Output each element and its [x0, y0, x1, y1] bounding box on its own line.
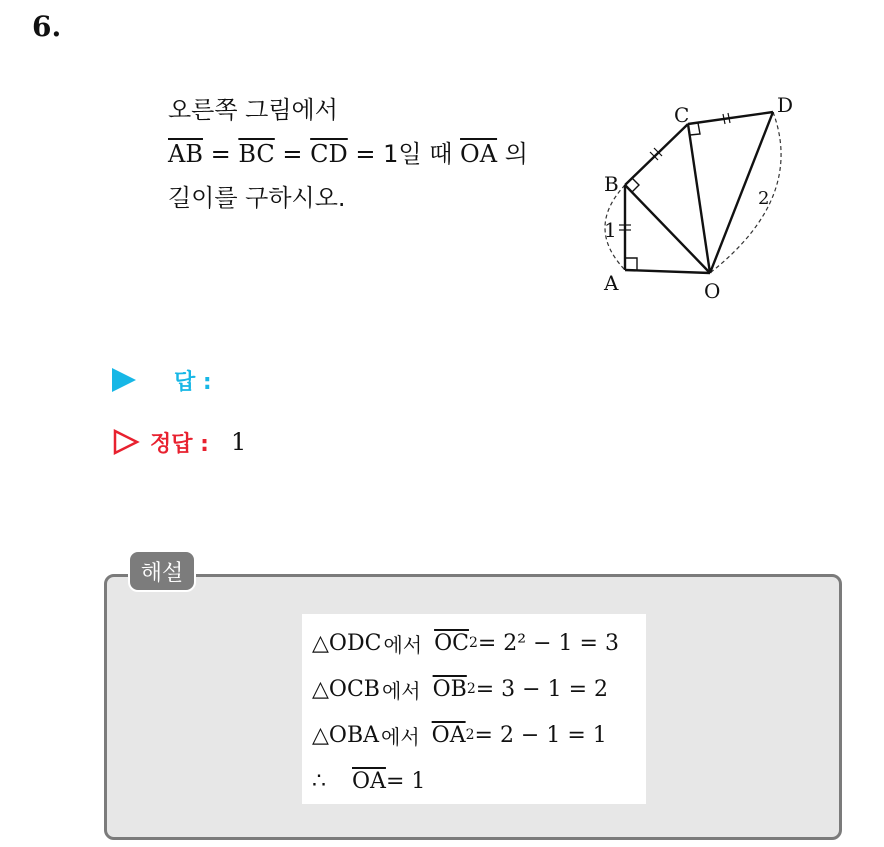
- solution-rhs: = 3 − 1 = 2: [475, 676, 608, 702]
- solution-exponent: 2: [468, 635, 478, 651]
- right-angle-c: [690, 123, 700, 135]
- play-arrow-icon: [112, 368, 136, 392]
- label-length-1: 1: [604, 218, 617, 242]
- question-line-2: [168, 132, 528, 176]
- label-a: A: [604, 271, 619, 295]
- segment-cd-line: [688, 112, 773, 124]
- solution-line: [312, 666, 638, 712]
- solution-segment: $\overline{OA}$: [431, 722, 466, 748]
- label-length-2: 2: [758, 188, 770, 209]
- eq-4: 의: [497, 140, 528, 168]
- geometry-figure: [590, 88, 810, 308]
- question-line-1: 오른쪽 그림에서: [168, 96, 338, 124]
- triangle-name: △OBA: [312, 722, 380, 748]
- right-angle-a: [625, 258, 637, 270]
- correct-answer-row: [112, 426, 246, 458]
- question-text: [168, 88, 528, 220]
- solution-exponent: 2: [466, 681, 476, 697]
- question-number: 6.: [32, 10, 62, 43]
- segment-oa: $\overline{OA}$: [460, 140, 498, 168]
- solution-rhs: = 2 − 1 = 1: [474, 722, 607, 748]
- segment-bc-line: [625, 124, 688, 185]
- correct-answer-value: 1: [230, 428, 247, 456]
- therefore-symbol: ∴: [312, 768, 326, 794]
- label-d: D: [777, 93, 794, 117]
- solution-korean: 에서: [383, 632, 423, 657]
- label-b: B: [604, 172, 619, 196]
- solution-line: [312, 712, 638, 758]
- question-line-3: 길이를 구하시오.: [168, 184, 346, 212]
- segment-bo-line: [625, 185, 710, 273]
- triangle-name: △OCB: [312, 676, 380, 702]
- eq-2: =: [274, 140, 311, 168]
- segment-co-line: [688, 124, 710, 273]
- solution-line: [312, 620, 638, 666]
- solution-rhs: = 1: [385, 768, 426, 794]
- answer-label: 답 :: [174, 369, 212, 395]
- solution-korean: 에서: [381, 724, 420, 749]
- solution-rhs: = 2² − 1 = 3: [477, 630, 619, 656]
- segment-cd: $\overline{CD}$: [310, 140, 348, 168]
- right-angle-b: [632, 178, 639, 192]
- segment-bc: $\overline{BC}$: [238, 140, 275, 168]
- solution-line: [312, 758, 638, 804]
- solution-tab: 해설: [128, 550, 196, 592]
- solution-segment: $\overline{OB}$: [432, 676, 467, 702]
- label-o: O: [704, 279, 721, 303]
- solution-exponent: 2: [465, 727, 475, 743]
- label-c: C: [674, 103, 690, 127]
- correct-answer-label: 정답 :: [150, 431, 209, 457]
- solution-segment: $\overline{OA}$: [352, 768, 386, 794]
- solution-korean: 에서: [381, 678, 421, 703]
- solution-segment: $\overline{OC}$: [434, 630, 469, 656]
- answer-row: [112, 364, 212, 396]
- eq-1: =: [202, 140, 239, 168]
- outline-arrow-icon: [112, 428, 140, 456]
- segment-ao-line: [625, 270, 710, 273]
- solution-content: [302, 614, 646, 804]
- triangle-name: △ODC: [312, 630, 382, 656]
- segment-ab: $\overline{AB}$: [168, 140, 203, 168]
- eq-3: = 1일 때: [347, 140, 461, 168]
